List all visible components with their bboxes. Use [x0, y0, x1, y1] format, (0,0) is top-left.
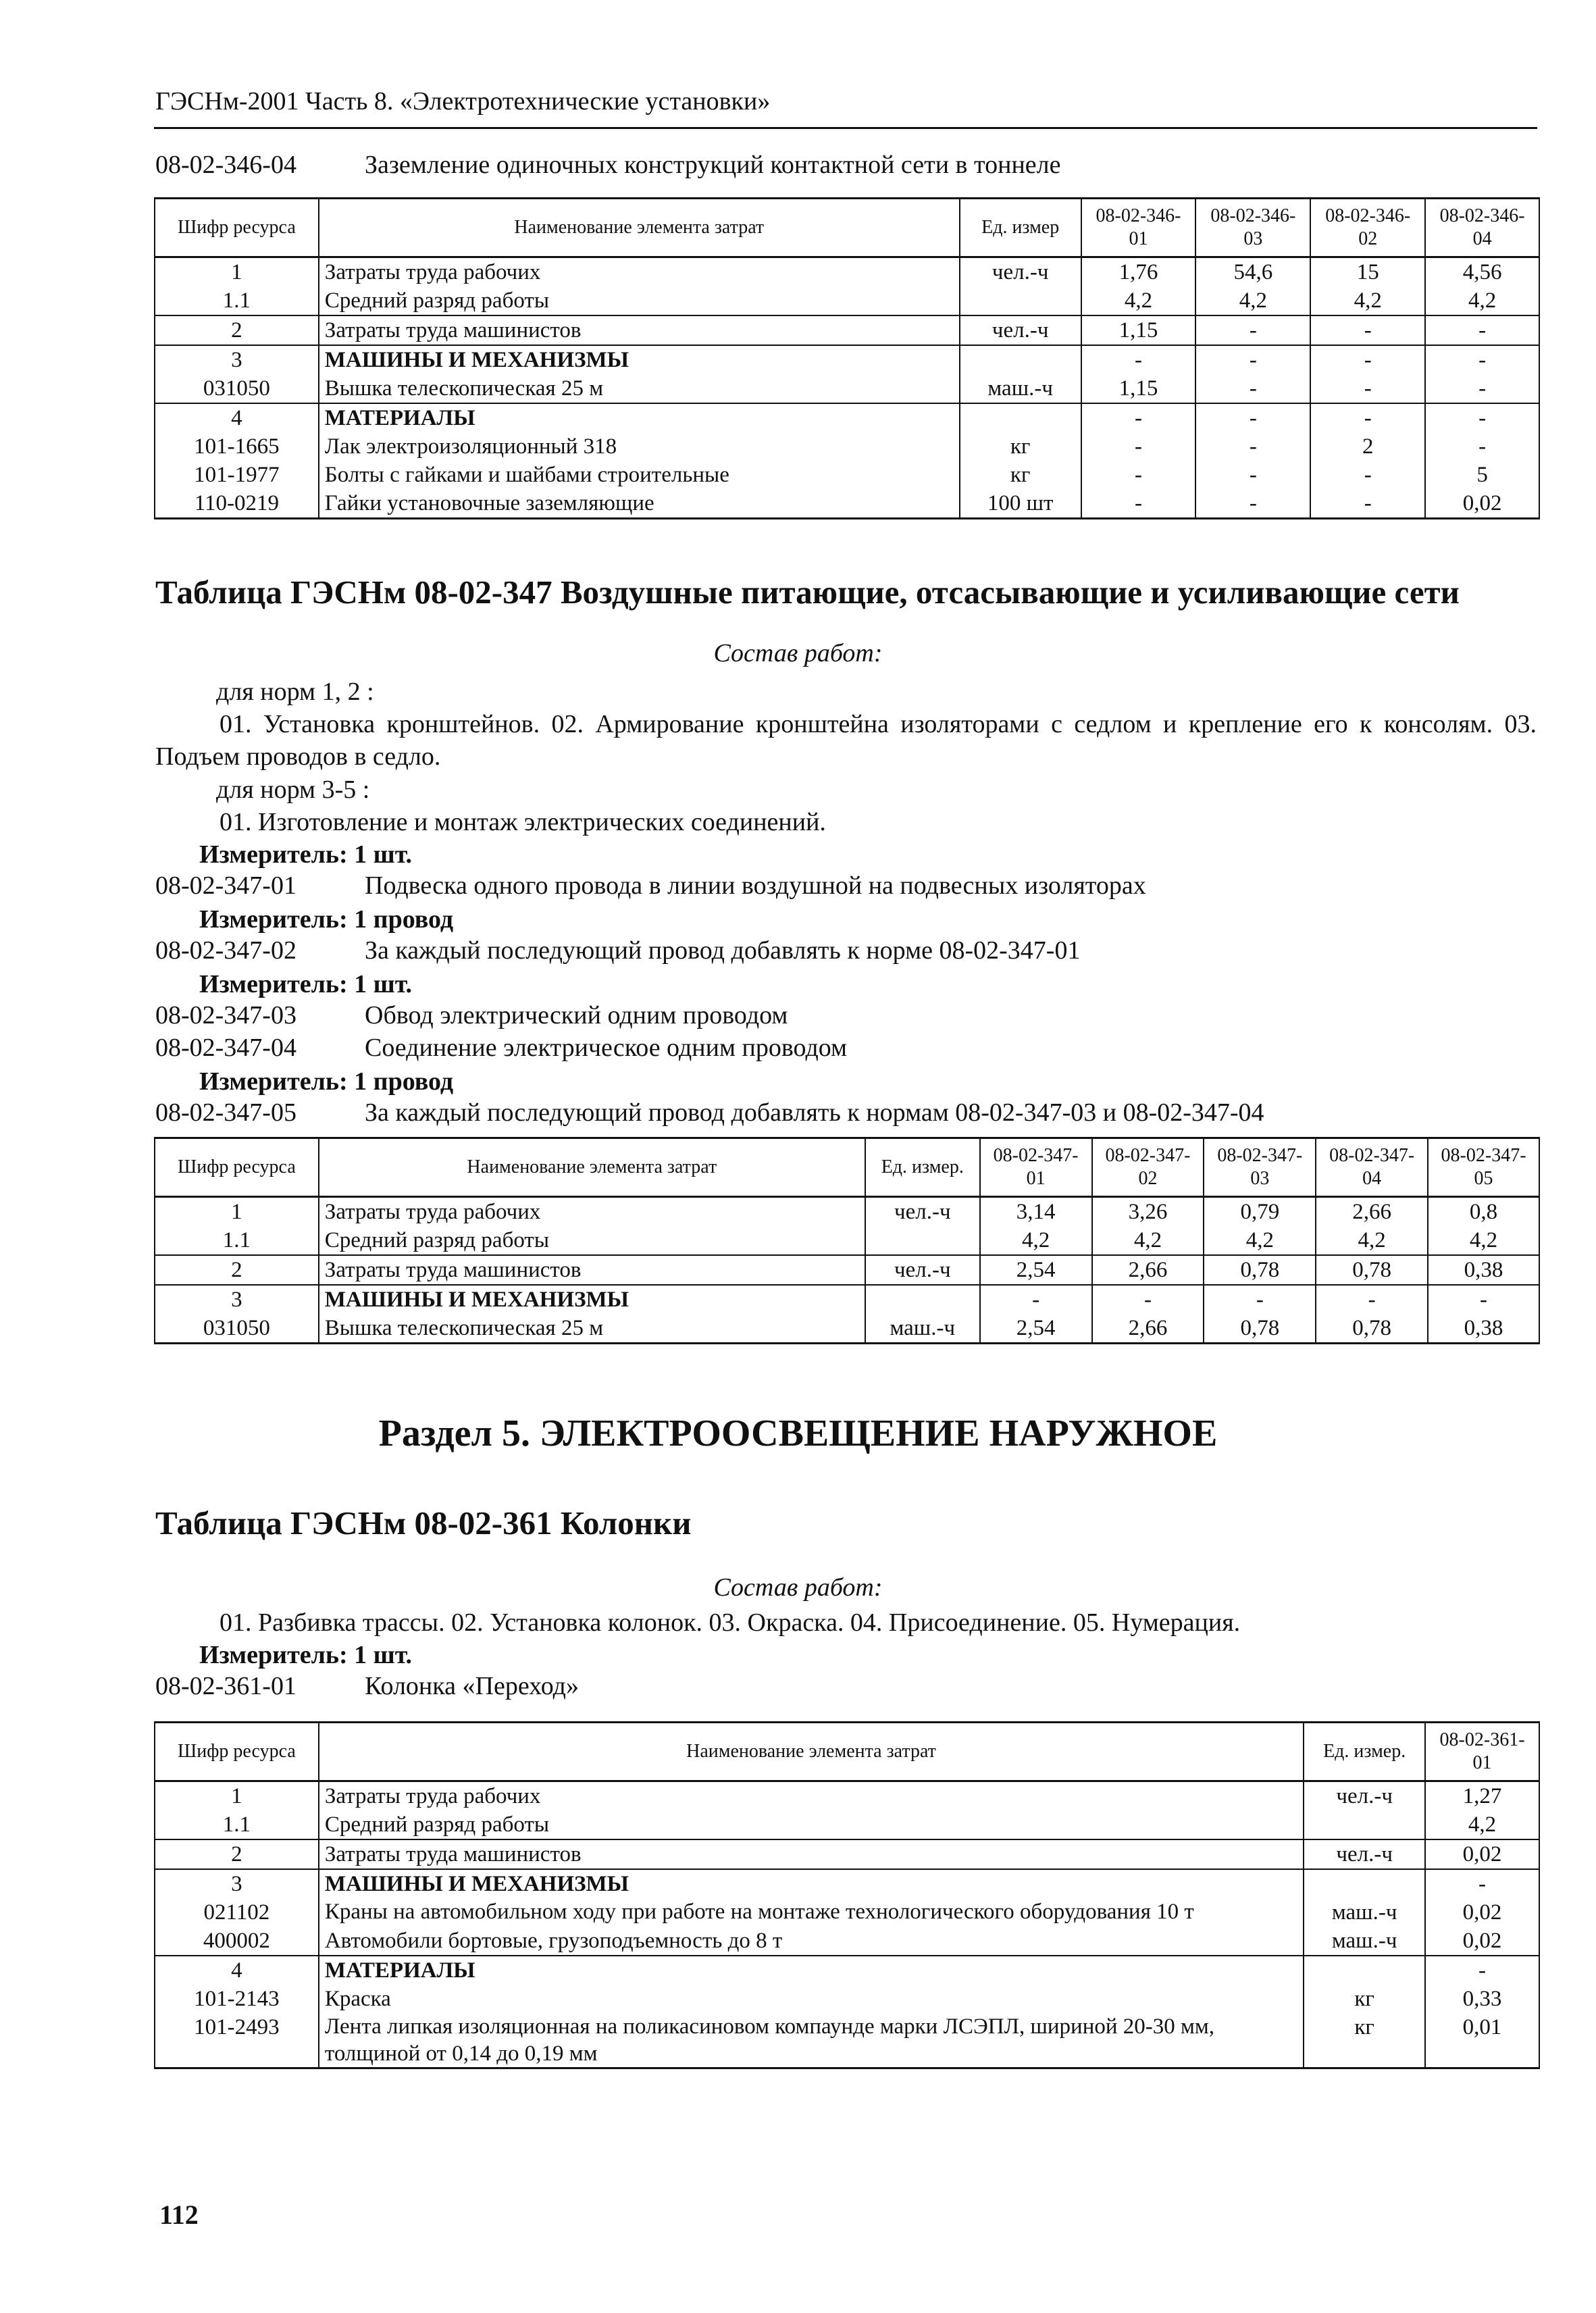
cell: Гайки установочные заземляющие — [319, 489, 960, 519]
cell: - — [1310, 374, 1425, 403]
cell: - — [1092, 1285, 1204, 1314]
norm-line — [155, 936, 1080, 965]
col-header: Ед. измер. — [1304, 1723, 1425, 1781]
cell — [865, 1226, 980, 1255]
meter-label: Измеритель: — [199, 840, 348, 869]
col-header: Шифр ресурса — [155, 1723, 319, 1781]
norm-code: 08-02-347-02 — [155, 936, 297, 965]
table-header-row — [155, 199, 1539, 257]
cell: Лента липкая изоляционная на поликасиновом компаунде марки ЛСЭПЛ, шириной 20-30 мм, толщиной от 0,14 до 0,19 мм — [319, 2013, 1304, 2068]
col-header: Ед. измер — [960, 199, 1081, 257]
table-347-heading: Таблица ГЭСНм 08-02-347 Воздушные питающие, отсасывающие и усиливающие сети — [155, 574, 1460, 611]
norm-line — [155, 1033, 847, 1063]
cell: - — [1081, 489, 1196, 519]
col-header: Наименование элемента затрат — [319, 1138, 865, 1197]
cell: 021102 — [155, 1898, 319, 1927]
cell: Краны на автомобильном ходу при работе на монтаже технологического оборудования 10 т — [319, 1898, 1304, 1927]
cell: чел.-ч — [1304, 1839, 1425, 1869]
table-row — [155, 1956, 1539, 1985]
norm-title: За каждый последующий провод добавлять к нормам 08-02-347-03 и 08-02-347-04 — [365, 1098, 1264, 1127]
cell: 4,2 — [1425, 286, 1539, 315]
meter-value: 1 провод — [354, 1067, 454, 1096]
cell: МАШИНЫ И МЕХАНИЗМЫ — [319, 345, 960, 374]
cell: Затраты труда рабочих — [319, 1781, 1304, 1811]
cell: - — [1310, 403, 1425, 432]
cell: - — [1195, 489, 1310, 519]
cell: 4,56 — [1425, 257, 1539, 287]
table-row — [155, 1285, 1539, 1314]
col-header: 08-02-347-05 — [1428, 1138, 1539, 1197]
cell — [960, 345, 1081, 374]
cell: - — [1310, 315, 1425, 345]
cell: 2 — [1310, 432, 1425, 461]
works-1: 01. Установка кронштейнов. 02. Армирование кронштейна изоляторами с седлом и крепление его к консолям. 03. Подъем проводов в седло. — [155, 710, 1537, 771]
table-row — [155, 345, 1539, 374]
cell: 4,2 — [1428, 1226, 1539, 1255]
table-row — [155, 2013, 1539, 2068]
cell: 1.1 — [155, 1226, 319, 1255]
cell: Вышка телескопическая 25 м — [319, 374, 960, 403]
meter-line — [199, 1065, 453, 1098]
cell: 5 — [1425, 461, 1539, 489]
cell: чел.-ч — [960, 257, 1081, 287]
cell: 1 — [155, 1197, 319, 1227]
table-346 — [154, 197, 1540, 519]
cell: 1.1 — [155, 1810, 319, 1839]
cell: кг — [1304, 2013, 1425, 2068]
table-row — [155, 489, 1539, 519]
meter-label: Измеритель: — [199, 1641, 348, 1669]
norm-code: 08-02-347-01 — [155, 871, 297, 900]
cell: 1 — [155, 257, 319, 287]
cell: кг — [960, 461, 1081, 489]
cell: - — [1204, 1285, 1316, 1314]
cell: 2,66 — [1316, 1197, 1428, 1227]
cell: 0,78 — [1204, 1314, 1316, 1344]
col-header: 08-02-346-03 — [1195, 199, 1310, 257]
cell: 0,79 — [1204, 1197, 1316, 1227]
cell: - — [1081, 403, 1196, 432]
cell: МАШИНЫ И МЕХАНИЗМЫ — [319, 1869, 1304, 1898]
works: 01. Разбивка трассы. 02. Установка колонок. 03. Окраска. 04. Присоединение. 05. Нумерация. — [220, 1608, 1241, 1637]
meter-line — [199, 1639, 412, 1671]
cell: Вышка телескопическая 25 м — [319, 1314, 865, 1344]
cell: чел.-ч — [1304, 1781, 1425, 1811]
table-row — [155, 1314, 1539, 1344]
meter-value: 1 провод — [354, 905, 454, 934]
cell: Автомобили бортовые, грузоподъемность до 8 т — [319, 1927, 1304, 1956]
norm-title: За каждый последующий провод добавлять к норме 08-02-347-01 — [365, 936, 1081, 965]
meter-line — [199, 903, 453, 936]
cell: - — [1081, 345, 1196, 374]
cell: - — [1428, 1285, 1539, 1314]
cell: Средний разряд работы — [319, 1226, 865, 1255]
norms-3-5-label: для норм 3-5 : — [216, 776, 370, 804]
cell: - — [1425, 345, 1539, 374]
col-header: Ед. измер. — [865, 1138, 980, 1197]
table-row — [155, 432, 1539, 461]
cell: - — [1195, 315, 1310, 345]
cell: - — [1425, 1869, 1539, 1898]
cell: - — [1195, 461, 1310, 489]
cell: 4 — [155, 403, 319, 432]
meter-label: Измеритель: — [199, 905, 348, 934]
cell: Лак электроизоляционный 318 — [319, 432, 960, 461]
norm-line — [155, 1098, 1264, 1127]
cell: 0,01 — [1425, 2013, 1539, 2068]
cell: чел.-ч — [865, 1255, 980, 1285]
col-header: 08-02-346-01 — [1081, 199, 1196, 257]
cell: - — [1195, 345, 1310, 374]
cell: 3 — [155, 345, 319, 374]
cell: - — [980, 1285, 1092, 1314]
composition-label: Состав работ: — [713, 1573, 883, 1602]
table-row — [155, 1197, 1539, 1227]
cell: МАШИНЫ И МЕХАНИЗМЫ — [319, 1285, 865, 1314]
table-row — [155, 1781, 1539, 1811]
table-row — [155, 1898, 1539, 1927]
cell: 4,2 — [1204, 1226, 1316, 1255]
cell: - — [1310, 489, 1425, 519]
cell: 0,38 — [1428, 1314, 1539, 1344]
norm-title: Обвод электрический одним проводом — [365, 1001, 788, 1030]
cell: 1 — [155, 1781, 319, 1811]
cell: 4,2 — [1092, 1226, 1204, 1255]
col-header: 08-02-347-02 — [1092, 1138, 1204, 1197]
cell: маш.-ч — [960, 374, 1081, 403]
cell: 0,38 — [1428, 1255, 1539, 1285]
cell: Затраты труда рабочих — [319, 257, 960, 287]
meter-value: 1 шт. — [354, 840, 413, 869]
norm-line — [155, 1000, 788, 1030]
cell: 3 — [155, 1285, 319, 1314]
norm-title: Соединение электрическое одним проводом — [365, 1034, 848, 1062]
cell: 3,14 — [980, 1197, 1092, 1227]
cell: 100 шт — [960, 489, 1081, 519]
cell: - — [1081, 432, 1196, 461]
cell: - — [1316, 1285, 1428, 1314]
cell: 4,2 — [1081, 286, 1196, 315]
cell: Средний разряд работы — [319, 286, 960, 315]
cell: - — [1081, 461, 1196, 489]
norm-line — [155, 871, 1146, 900]
cell: маш.-ч — [865, 1314, 980, 1344]
cell: маш.-ч — [1304, 1927, 1425, 1956]
cell: 2,54 — [980, 1255, 1092, 1285]
table-row — [155, 286, 1539, 315]
cell: 4,2 — [980, 1226, 1092, 1255]
norm-code: 08-02-346-04 — [155, 151, 297, 179]
table-row — [155, 1927, 1539, 1956]
norm-line — [155, 150, 1060, 180]
col-header: Шифр ресурса — [155, 199, 319, 257]
meter-label: Измеритель: — [199, 970, 348, 998]
norm-line — [155, 1671, 579, 1701]
table-row — [155, 1839, 1539, 1869]
norm-title: Подвеска одного провода в линии воздушной на подвесных изоляторах — [365, 871, 1146, 900]
table-361-heading: Таблица ГЭСНм 08-02-361 Колонки — [155, 1504, 692, 1542]
norm-code: 08-02-347-04 — [155, 1034, 297, 1062]
table-row — [155, 403, 1539, 432]
cell: - — [1310, 461, 1425, 489]
cell: 0,78 — [1316, 1255, 1428, 1285]
cell: 2,66 — [1092, 1314, 1204, 1344]
table-header-row — [155, 1138, 1539, 1197]
cell: 101-2143 — [155, 1985, 319, 2013]
cell — [865, 1285, 980, 1314]
cell: 031050 — [155, 374, 319, 403]
meter-line — [199, 968, 412, 1000]
cell: 0,33 — [1425, 1985, 1539, 2013]
cell: 2 — [155, 1255, 319, 1285]
header-rule — [154, 127, 1537, 129]
cell: 4 — [155, 1956, 319, 1985]
norm-code: 08-02-347-05 — [155, 1098, 297, 1127]
cell: 101-2493 — [155, 2013, 319, 2068]
cell: 15 — [1310, 257, 1425, 287]
cell: 0,02 — [1425, 1927, 1539, 1956]
cell: 2,66 — [1092, 1255, 1204, 1285]
cell: 4,2 — [1316, 1226, 1428, 1255]
col-header: 08-02-347-03 — [1204, 1138, 1316, 1197]
meter-label: Измеритель: — [199, 1067, 348, 1096]
table-row — [155, 374, 1539, 403]
table-row — [155, 1255, 1539, 1285]
table-row — [155, 461, 1539, 489]
norms-1-2-label: для норм 1, 2 : — [216, 678, 374, 706]
cell: - — [1195, 374, 1310, 403]
cell: - — [1425, 1956, 1539, 1985]
cell: 400002 — [155, 1927, 319, 1956]
table-row — [155, 315, 1539, 345]
cell: - — [1310, 345, 1425, 374]
cell: - — [1425, 374, 1539, 403]
cell: 031050 — [155, 1314, 319, 1344]
cell: 101-1977 — [155, 461, 319, 489]
col-header: 08-02-347-04 — [1316, 1138, 1428, 1197]
cell — [960, 286, 1081, 315]
col-header: 08-02-347-01 — [980, 1138, 1092, 1197]
cell: 4,2 — [1425, 1810, 1539, 1839]
cell: - — [1425, 315, 1539, 345]
cell: 2,54 — [980, 1314, 1092, 1344]
cell: 54,6 — [1195, 257, 1310, 287]
cell: маш.-ч — [1304, 1898, 1425, 1927]
cell: 0,78 — [1204, 1255, 1316, 1285]
cell: - — [1195, 403, 1310, 432]
cell: 1,15 — [1081, 374, 1196, 403]
cell: Средний разряд работы — [319, 1810, 1304, 1839]
cell: 0,02 — [1425, 1839, 1539, 1869]
norm-code: 08-02-347-03 — [155, 1001, 297, 1030]
cell — [1304, 1956, 1425, 1985]
cell: 3 — [155, 1869, 319, 1898]
section-title: Раздел 5. ЭЛЕКТРООСВЕЩЕНИЕ НАРУЖНОЕ — [378, 1413, 1218, 1454]
col-header: 08-02-346-04 — [1425, 199, 1539, 257]
cell: - — [1425, 403, 1539, 432]
table-header-row — [155, 1723, 1539, 1781]
cell — [1304, 1810, 1425, 1839]
norm-title: Колонка «Переход» — [365, 1672, 579, 1700]
cell: МАТЕРИАЛЫ — [319, 403, 960, 432]
cell: чел.-ч — [960, 315, 1081, 345]
works-2: 01. Изготовление и монтаж электрических соединений. — [220, 808, 826, 836]
col-header: Наименование элемента затрат — [319, 1723, 1304, 1781]
running-head: ГЭСНм-2001 Часть 8. «Электротехнические установки» — [155, 87, 771, 116]
col-header: 08-02-346-02 — [1310, 199, 1425, 257]
cell: - — [1195, 432, 1310, 461]
cell: 1,15 — [1081, 315, 1196, 345]
cell: 4,2 — [1195, 286, 1310, 315]
cell: Затраты труда рабочих — [319, 1197, 865, 1227]
cell: Болты с гайками и шайбами строительные — [319, 461, 960, 489]
cell: Краска — [319, 1985, 1304, 2013]
table-row — [155, 1810, 1539, 1839]
norm-title: Заземление одиночных конструкций контактной сети в тоннеле — [365, 151, 1061, 179]
cell: 101-1665 — [155, 432, 319, 461]
cell: 110-0219 — [155, 489, 319, 519]
cell: МАТЕРИАЛЫ — [319, 1956, 1304, 1985]
cell: - — [1425, 432, 1539, 461]
cell: 4,2 — [1310, 286, 1425, 315]
cell — [960, 403, 1081, 432]
cell — [1304, 1869, 1425, 1898]
col-header: Наименование элемента затрат — [319, 199, 960, 257]
cell: 0,8 — [1428, 1197, 1539, 1227]
cell: 1.1 — [155, 286, 319, 315]
cell: Затраты труда машинистов — [319, 315, 960, 345]
cell: Затраты труда машинистов — [319, 1255, 865, 1285]
cell: 0,02 — [1425, 1898, 1539, 1927]
cell: кг — [960, 432, 1081, 461]
cell: 1,76 — [1081, 257, 1196, 287]
table-row — [155, 1985, 1539, 2013]
cell: Затраты труда машинистов — [319, 1839, 1304, 1869]
col-header: 08-02-361-01 — [1425, 1723, 1539, 1781]
col-header: Шифр ресурса — [155, 1138, 319, 1197]
cell: чел.-ч — [865, 1197, 980, 1227]
cell: 2 — [155, 1839, 319, 1869]
norm-code: 08-02-361-01 — [155, 1672, 297, 1700]
cell: 1,27 — [1425, 1781, 1539, 1811]
table-row — [155, 1869, 1539, 1898]
cell: 3,26 — [1092, 1197, 1204, 1227]
cell: кг — [1304, 1985, 1425, 2013]
cell: 2 — [155, 315, 319, 345]
composition-label: Состав работ: — [713, 639, 883, 667]
cell: 0,78 — [1316, 1314, 1428, 1344]
meter-value: 1 шт. — [354, 970, 413, 998]
meter-value: 1 шт. — [354, 1641, 413, 1669]
table-row — [155, 1226, 1539, 1255]
page-number: 112 — [159, 2200, 199, 2230]
table-347 — [154, 1137, 1540, 1344]
table-row — [155, 257, 1539, 287]
cell: 0,02 — [1425, 489, 1539, 519]
table-361 — [154, 1721, 1540, 2069]
meter-line — [199, 838, 412, 871]
